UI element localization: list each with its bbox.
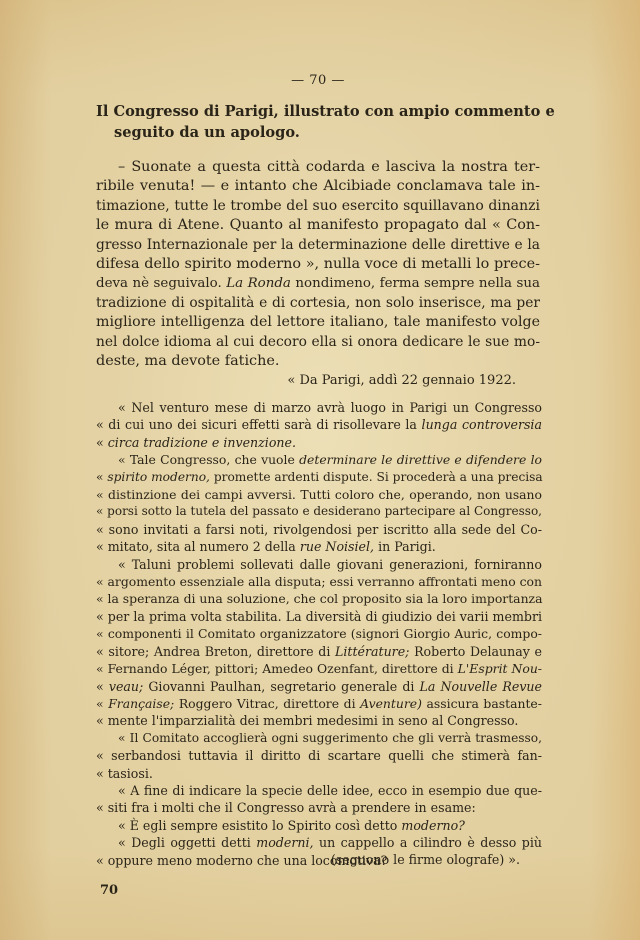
text-line — [96, 643, 542, 660]
text-line: gresso Internazionale per la determinazione delle direttive e la — [96, 236, 540, 253]
italic-run: Littérature; — [335, 643, 410, 659]
text-line — [96, 451, 542, 468]
italic-run: moderno? — [401, 817, 465, 833]
chapter-title — [96, 101, 562, 143]
text-line — [96, 416, 542, 433]
text-run: promette ardenti dispute. Si procederà a una precisa — [213, 469, 543, 484]
manifesto-text — [96, 399, 542, 869]
title-line-1: Il Congresso di Parigi, illustrato con ampio commento e — [96, 103, 555, 120]
text-run: « mitato, sita al numero 2 della — [96, 539, 296, 555]
guillemet: « — [96, 469, 104, 484]
text-line: ribile venuta! — e intanto che Alcibiade conclamava tale in- — [96, 178, 540, 195]
guillemet: « — [96, 434, 104, 450]
intro-paragraph — [96, 158, 540, 371]
text-line: « tasiosi. — [96, 765, 153, 781]
title-line-2: seguito da un apologo. — [114, 124, 300, 141]
text-line: « distinzione dei campi avversi. Tutti coloro che, operando, non usano — [96, 487, 542, 503]
italic-run: L'Esprit Nou- — [457, 661, 542, 677]
italic-run: determinare le direttive e difendere lo — [299, 452, 542, 468]
text-run: in Parigi. — [378, 539, 436, 555]
text-line: le mura di Atene. Quanto al manifesto propagato dal « Con- — [96, 217, 540, 234]
text-run: « sitore; Andrea Breton, direttore di — [96, 643, 331, 659]
text-line: « A fine di indicare la specie delle idee, ecco in esempio due que- — [118, 782, 542, 798]
text-line: « Il Comitato accoglierà ogni suggerimento che gli verrà trasmesso, — [118, 730, 542, 745]
text-line — [96, 538, 542, 555]
text-line: difesa dello spirito moderno », nulla voce di metalli lo prece- — [96, 256, 540, 273]
text-run: « di cui uno dei sicuri effetti sarà di risollevare la — [96, 417, 417, 433]
text-line — [96, 434, 542, 451]
italic-run: circa tradizione e invenzione. — [107, 434, 296, 450]
text-run: deva nè seguivalo. — [96, 276, 222, 292]
text-line: deste, ma devote fatiche. — [96, 353, 280, 370]
text-line — [96, 834, 542, 851]
text-line: « Taluni problemi sollevati dalle giovani generazioni, forniranno — [118, 556, 542, 572]
guillemet: « — [96, 695, 104, 711]
text-run: « È egli sempre esistito lo Spirito così detto — [118, 817, 398, 833]
text-line — [96, 817, 542, 834]
italic-run: spirito moderno, — [107, 469, 210, 484]
text-line — [96, 274, 540, 293]
text-run: « Degli oggetti detti — [118, 835, 251, 851]
dateline: « Da Parigi, addì 22 gennaio 1922. — [287, 373, 516, 388]
text-line: « mente l'imparzialità dei membri medesimi in seno al Congresso. — [96, 713, 519, 729]
folio-page-number: 70 — [100, 883, 119, 898]
text-line: « argomento essenziale alla disputa; essi verranno affrontati meno con — [96, 574, 542, 590]
text-line: « componenti il Comitato organizzatore (signori Giorgio Auric, compo- — [96, 626, 542, 642]
text-run: un cappello a cilindro è desso più — [318, 835, 542, 851]
text-line: « porsi sotto la tutela del passato e desiderano partecipare al Congresso, — [96, 504, 542, 519]
text-line — [96, 660, 542, 677]
text-line: « Nel venturo mese di marzo avrà luogo in Parigi un Congresso — [118, 400, 542, 415]
text-line: timazione, tutte le trombe del suo esercito squillavano dinanzi — [96, 197, 540, 214]
italic-run: rue Noisiel, — [299, 539, 375, 555]
running-head-page-number: — 70 — — [291, 73, 345, 88]
text-line: « per la prima volta stabilita. La diversità di giudizio dei varii membri — [96, 608, 542, 624]
text-line: migliore intelligenza del lettore italiano, tale manifesto volge — [96, 314, 540, 331]
text-line: « serbandosi tuttavia il diritto di scartare quelli che stimerà fan- — [96, 748, 542, 764]
text-run: « Tale Congresso, che vuole — [118, 452, 295, 468]
signature-note: (seguono le firme olografe) ». — [330, 852, 520, 867]
guillemet: « — [96, 678, 104, 694]
italic-run: moderni, — [256, 835, 314, 851]
text-run: Giovanni Paulhan, segretario generale di — [148, 678, 415, 694]
text-line: tradizione di ospitalità e di cortesia, non solo inserisce, ma per — [96, 294, 540, 311]
text-line — [96, 678, 542, 695]
italic-run: La Nouvelle Revue — [419, 678, 542, 694]
text-line: nel dolce idioma al cui decoro ella si onora dedicare le sue mo- — [96, 333, 540, 350]
text-line: « la speranza di una soluzione, che col proposito sia la loro importanza — [96, 591, 543, 607]
text-line: « oppure meno moderno che una locomotiva? — [96, 852, 388, 868]
text-line — [96, 469, 542, 486]
text-run: nondimeno, ferma sempre nella sua — [295, 276, 540, 292]
text-line — [96, 695, 542, 712]
text-line: « sono invitati a farsi noti, rivolgendosi per iscritto alla sede del Co- — [96, 521, 542, 537]
italic-run: lunga controversia — [421, 417, 542, 433]
text-line: « siti fra i molti che il Congresso avrà a prendere in esame: — [96, 800, 476, 816]
journal-title-la-ronda: La Ronda — [226, 276, 291, 292]
text-run: assicura bastante- — [426, 695, 542, 711]
italic-run: Aventure) — [360, 695, 422, 711]
text-run: « Fernando Léger, pittori; Amedeo Ozenfant, direttore di — [96, 661, 454, 677]
italic-run: Française; — [108, 695, 175, 711]
italic-run: veau; — [108, 678, 144, 694]
text-run: Roberto Delaunay e — [414, 643, 542, 659]
text-run: Roggero Vitrac, direttore di — [178, 695, 356, 711]
text-line: – Suonate a questa città codarda e lasciva la nostra ter- — [118, 159, 540, 175]
